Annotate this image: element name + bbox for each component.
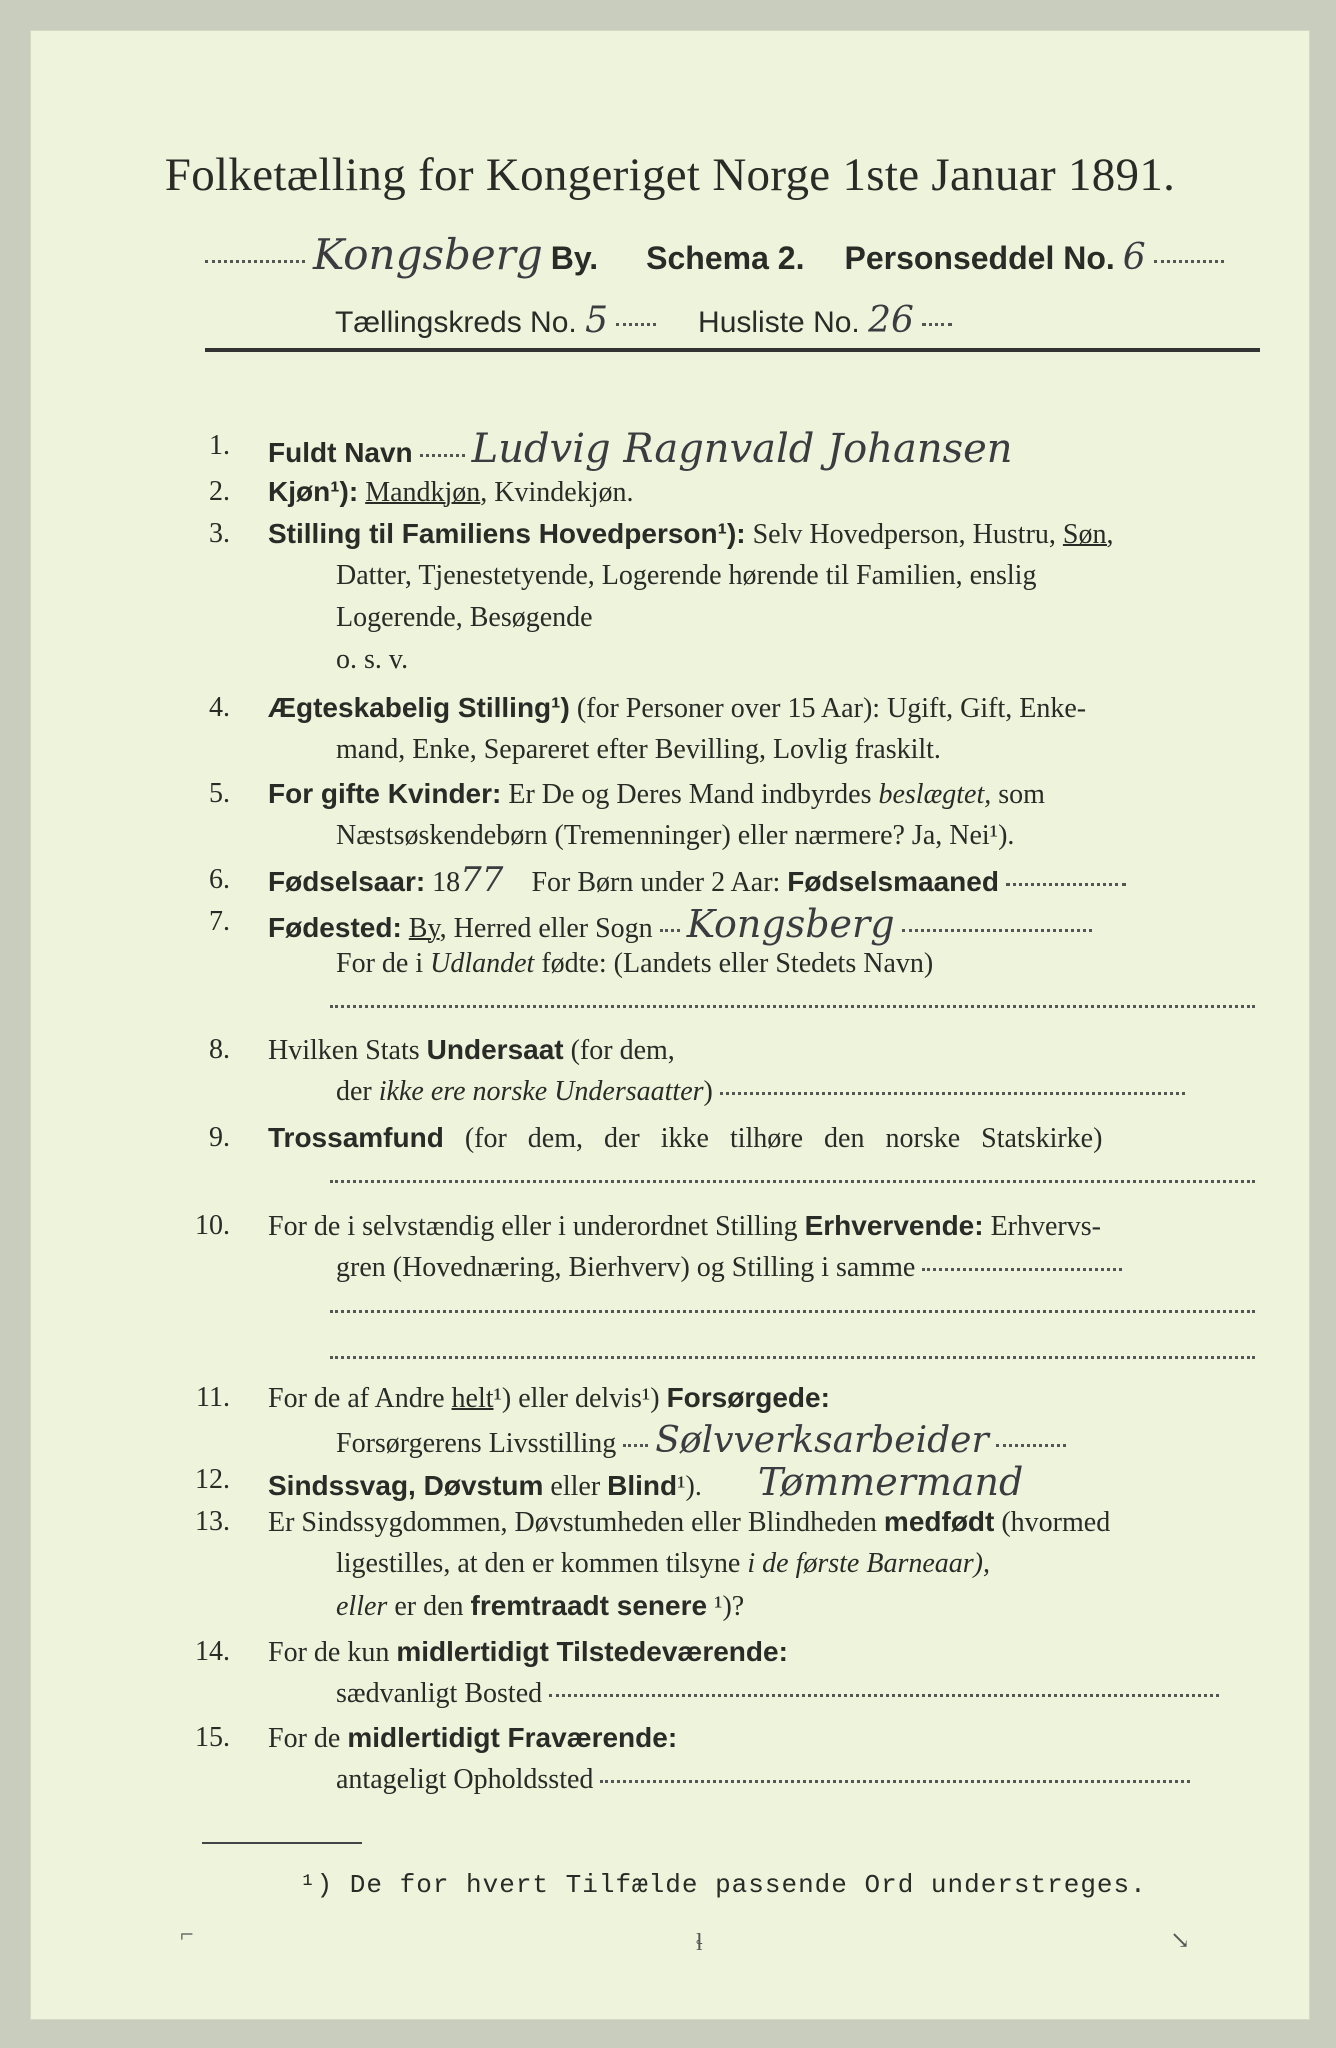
q13-label: medfødt xyxy=(883,1506,995,1537)
q11-text1: For de af Andre xyxy=(268,1383,445,1414)
q14-number: 14. xyxy=(195,1636,230,1667)
q14-text2: sædvanligt Bosted xyxy=(336,1678,543,1709)
q15-text2: antageligt Opholdssted xyxy=(336,1764,594,1795)
q3-options2: Datter, Tjenestetyende, Logerende hørende til Familien, enslig xyxy=(336,560,1037,591)
q7-selected-option: By xyxy=(408,913,440,944)
q4-text2: mand, Enke, Separeret efter Bevilling, Lovlig fraskilt. xyxy=(336,734,941,765)
q7-blank-line xyxy=(330,1005,1255,1008)
q10-line2 xyxy=(336,1252,1122,1284)
q2-number: 2. xyxy=(209,476,230,507)
q2-selected-option: Mandkjøn xyxy=(365,477,481,508)
q12-value: Tømmermand xyxy=(757,1460,1024,1504)
q4-label: Ægteskabelig Stilling¹) xyxy=(268,692,570,723)
q3-number: 3. xyxy=(209,518,230,549)
q14-line1 xyxy=(268,1636,788,1669)
q7-italic: Udlandet xyxy=(430,948,535,979)
q8-line1 xyxy=(268,1034,675,1067)
header-divider xyxy=(205,348,1260,352)
q10-number: 10. xyxy=(195,1210,230,1241)
header-city-line xyxy=(205,230,1224,279)
q6-number: 6. xyxy=(209,864,230,895)
q3-options4: o. s. v. xyxy=(336,644,409,675)
q11-selected-option: helt xyxy=(451,1383,494,1414)
q13-text1b: (hvormed xyxy=(1001,1507,1111,1538)
q7-value: Kongsberg xyxy=(686,902,895,946)
q5-text1: Er De og Deres Mand indbyrdes xyxy=(508,779,872,810)
q8-text2: (for dem, xyxy=(570,1035,675,1066)
q8-text1: Hvilken Stats xyxy=(268,1035,420,1066)
form-title: Folketælling for Kongeriget Norge 1ste Januar 1891. xyxy=(164,149,1176,201)
q1-value: Ludvig Ragnvald Johansen xyxy=(471,426,1013,472)
by-label: By. xyxy=(550,240,599,276)
q12-label2: Blind xyxy=(607,1470,678,1501)
q9-line xyxy=(268,1122,1102,1155)
q13-italic2: eller xyxy=(336,1591,388,1622)
q5-label: For gifte Kvinder: xyxy=(268,778,502,809)
q10-label: Erhvervende: xyxy=(804,1210,984,1241)
q9-label: Trossamfund xyxy=(268,1122,444,1153)
header-kreds-line xyxy=(335,300,952,341)
q6-label: Fødselsaar: xyxy=(268,866,426,897)
q4-text1: (for Personer over 15 Aar): Ugift, Gift, Enke- xyxy=(576,693,1087,724)
q8-label: Undersaat xyxy=(426,1034,564,1065)
q13-text1: Er Sindssygdommen, Døvstumheden eller Blindheden xyxy=(268,1507,877,1538)
q2-line xyxy=(268,476,634,509)
q12-label: Sindssvag, Døvstum xyxy=(268,1470,544,1501)
q1-label: Fuldt Navn xyxy=(268,437,413,468)
footnote: ¹) De for hvert Tilfælde passende Ord understreges. xyxy=(300,1870,1147,1900)
q13-line3 xyxy=(336,1590,744,1623)
q13-line1 xyxy=(268,1506,1110,1539)
q7-text2: For de i xyxy=(336,948,424,979)
q13-number: 13. xyxy=(195,1506,230,1537)
q10-line1 xyxy=(268,1210,1101,1243)
q12-text: eller xyxy=(550,1471,601,1502)
margin-mark-center: ɬ xyxy=(696,1930,703,1956)
q13-text2: ligestilles, at den er kommen tilsyne xyxy=(336,1548,741,1579)
husliste-value: 26 xyxy=(868,300,914,341)
q5-number: 5. xyxy=(209,778,230,809)
q13-italic: i de første Barneaar), xyxy=(747,1548,990,1579)
q10-blank-line2 xyxy=(330,1356,1255,1359)
q10-text1: For de i selvstændig eller i underordnet Stilling xyxy=(268,1211,798,1242)
q8-text3: der xyxy=(336,1076,372,1107)
q7-line1 xyxy=(268,902,1092,946)
q13-text3b: ¹)? xyxy=(714,1591,745,1622)
q13-label2: fremtraadt senere xyxy=(470,1590,708,1621)
q11-text2: Forsørgerens Livsstilling xyxy=(336,1428,617,1459)
q3-options1: Selv Hovedperson, Hustru, xyxy=(752,519,1056,550)
margin-mark-left: ⌐ xyxy=(180,1922,194,1948)
q14-line2 xyxy=(336,1678,1219,1710)
q3-selected-option: Søn, xyxy=(1062,519,1114,550)
q8-italic: ikke ere norske Undersaatter xyxy=(378,1076,704,1107)
taellingskreds-value: 5 xyxy=(585,300,608,341)
q15-label: midlertidigt Fraværende: xyxy=(347,1722,678,1753)
q12-line xyxy=(268,1460,1023,1504)
q5-line1 xyxy=(268,778,1045,811)
q11-text1b: ¹) eller delvis¹) xyxy=(493,1383,660,1414)
q10-text1b: Erhvervs- xyxy=(990,1211,1101,1242)
personseddel-label: Personseddel No. xyxy=(844,240,1115,276)
q13-text3: er den xyxy=(394,1591,464,1622)
q7-number: 7. xyxy=(209,906,230,937)
q7-text3: fødte: (Landets eller Stedets Navn) xyxy=(541,948,934,979)
q8-number: 8. xyxy=(209,1034,230,1065)
q10-text2: gren (Hovednæring, Bierhverv) og Stilling i samme xyxy=(336,1252,916,1283)
q7-line2 xyxy=(336,948,933,980)
q12-number: 12. xyxy=(195,1464,230,1495)
personseddel-value: 6 xyxy=(1122,237,1146,278)
q6-value: 77 xyxy=(460,860,504,900)
q7-label: Fødested: xyxy=(268,912,402,943)
q11-value: Sølvverksarbeider xyxy=(655,1420,989,1461)
q3-options3: Logerende, Besøgende xyxy=(336,602,593,633)
q15-line1 xyxy=(268,1722,677,1755)
q12-text2: ¹). xyxy=(677,1471,702,1502)
q15-text1: For de xyxy=(268,1723,341,1754)
q6-prefix: 18 xyxy=(432,867,461,898)
q15-number: 15. xyxy=(195,1722,230,1753)
q1-line xyxy=(268,426,1013,472)
q8-line2: der ikke ere norske Undersaatter) xyxy=(336,1076,1185,1108)
q2-options: , Kvindekjøn. xyxy=(480,477,634,508)
q2-label: Kjøn¹): xyxy=(268,476,359,507)
q9-number: 9. xyxy=(209,1122,230,1153)
q6-label2: Fødselsmaaned xyxy=(787,866,999,897)
footnote-divider xyxy=(202,1842,362,1844)
q11-label: Forsørgede: xyxy=(666,1382,830,1413)
q10-blank-line1 xyxy=(330,1310,1255,1313)
q4-line1 xyxy=(268,692,1086,725)
q9-text: (for dem, der ikke tilhøre den norske Statskirke) xyxy=(464,1123,1103,1154)
q5-text1b: som xyxy=(998,779,1045,810)
q13-line2 xyxy=(336,1548,990,1580)
q6-line xyxy=(268,860,1126,900)
q3-line1 xyxy=(268,518,1113,551)
schema-label: Schema 2. xyxy=(646,240,805,276)
q5-text2: Næstsøskendebørn (Tremenninger) eller nærmere? Ja, Nei¹). xyxy=(336,820,1015,851)
q11-line2 xyxy=(336,1420,1066,1461)
q11-number: 11. xyxy=(196,1382,230,1413)
taellingskreds-label: Tællingskreds No. xyxy=(335,306,577,339)
q11-line1 xyxy=(268,1382,830,1415)
q14-text1: For de kun xyxy=(268,1637,390,1668)
husliste-label: Husliste No. xyxy=(698,306,860,339)
q7-text: , Herred eller Sogn xyxy=(439,913,653,944)
q14-label: midlertidigt Tilstedeværende: xyxy=(396,1636,788,1667)
q5-italic: beslægtet, xyxy=(878,779,992,810)
q4-number: 4. xyxy=(209,692,230,723)
margin-mark-right: ↘ xyxy=(1170,1928,1191,1954)
census-form-sheet xyxy=(30,30,1310,2020)
city-value: Kongsberg xyxy=(313,230,543,279)
q1-number: 1. xyxy=(209,430,230,461)
q3-label: Stilling til Familiens Hovedperson¹): xyxy=(268,518,746,549)
q9-blank-line xyxy=(330,1180,1255,1183)
q15-line2 xyxy=(336,1764,1190,1796)
q6-text: For Børn under 2 Aar: xyxy=(531,867,781,898)
